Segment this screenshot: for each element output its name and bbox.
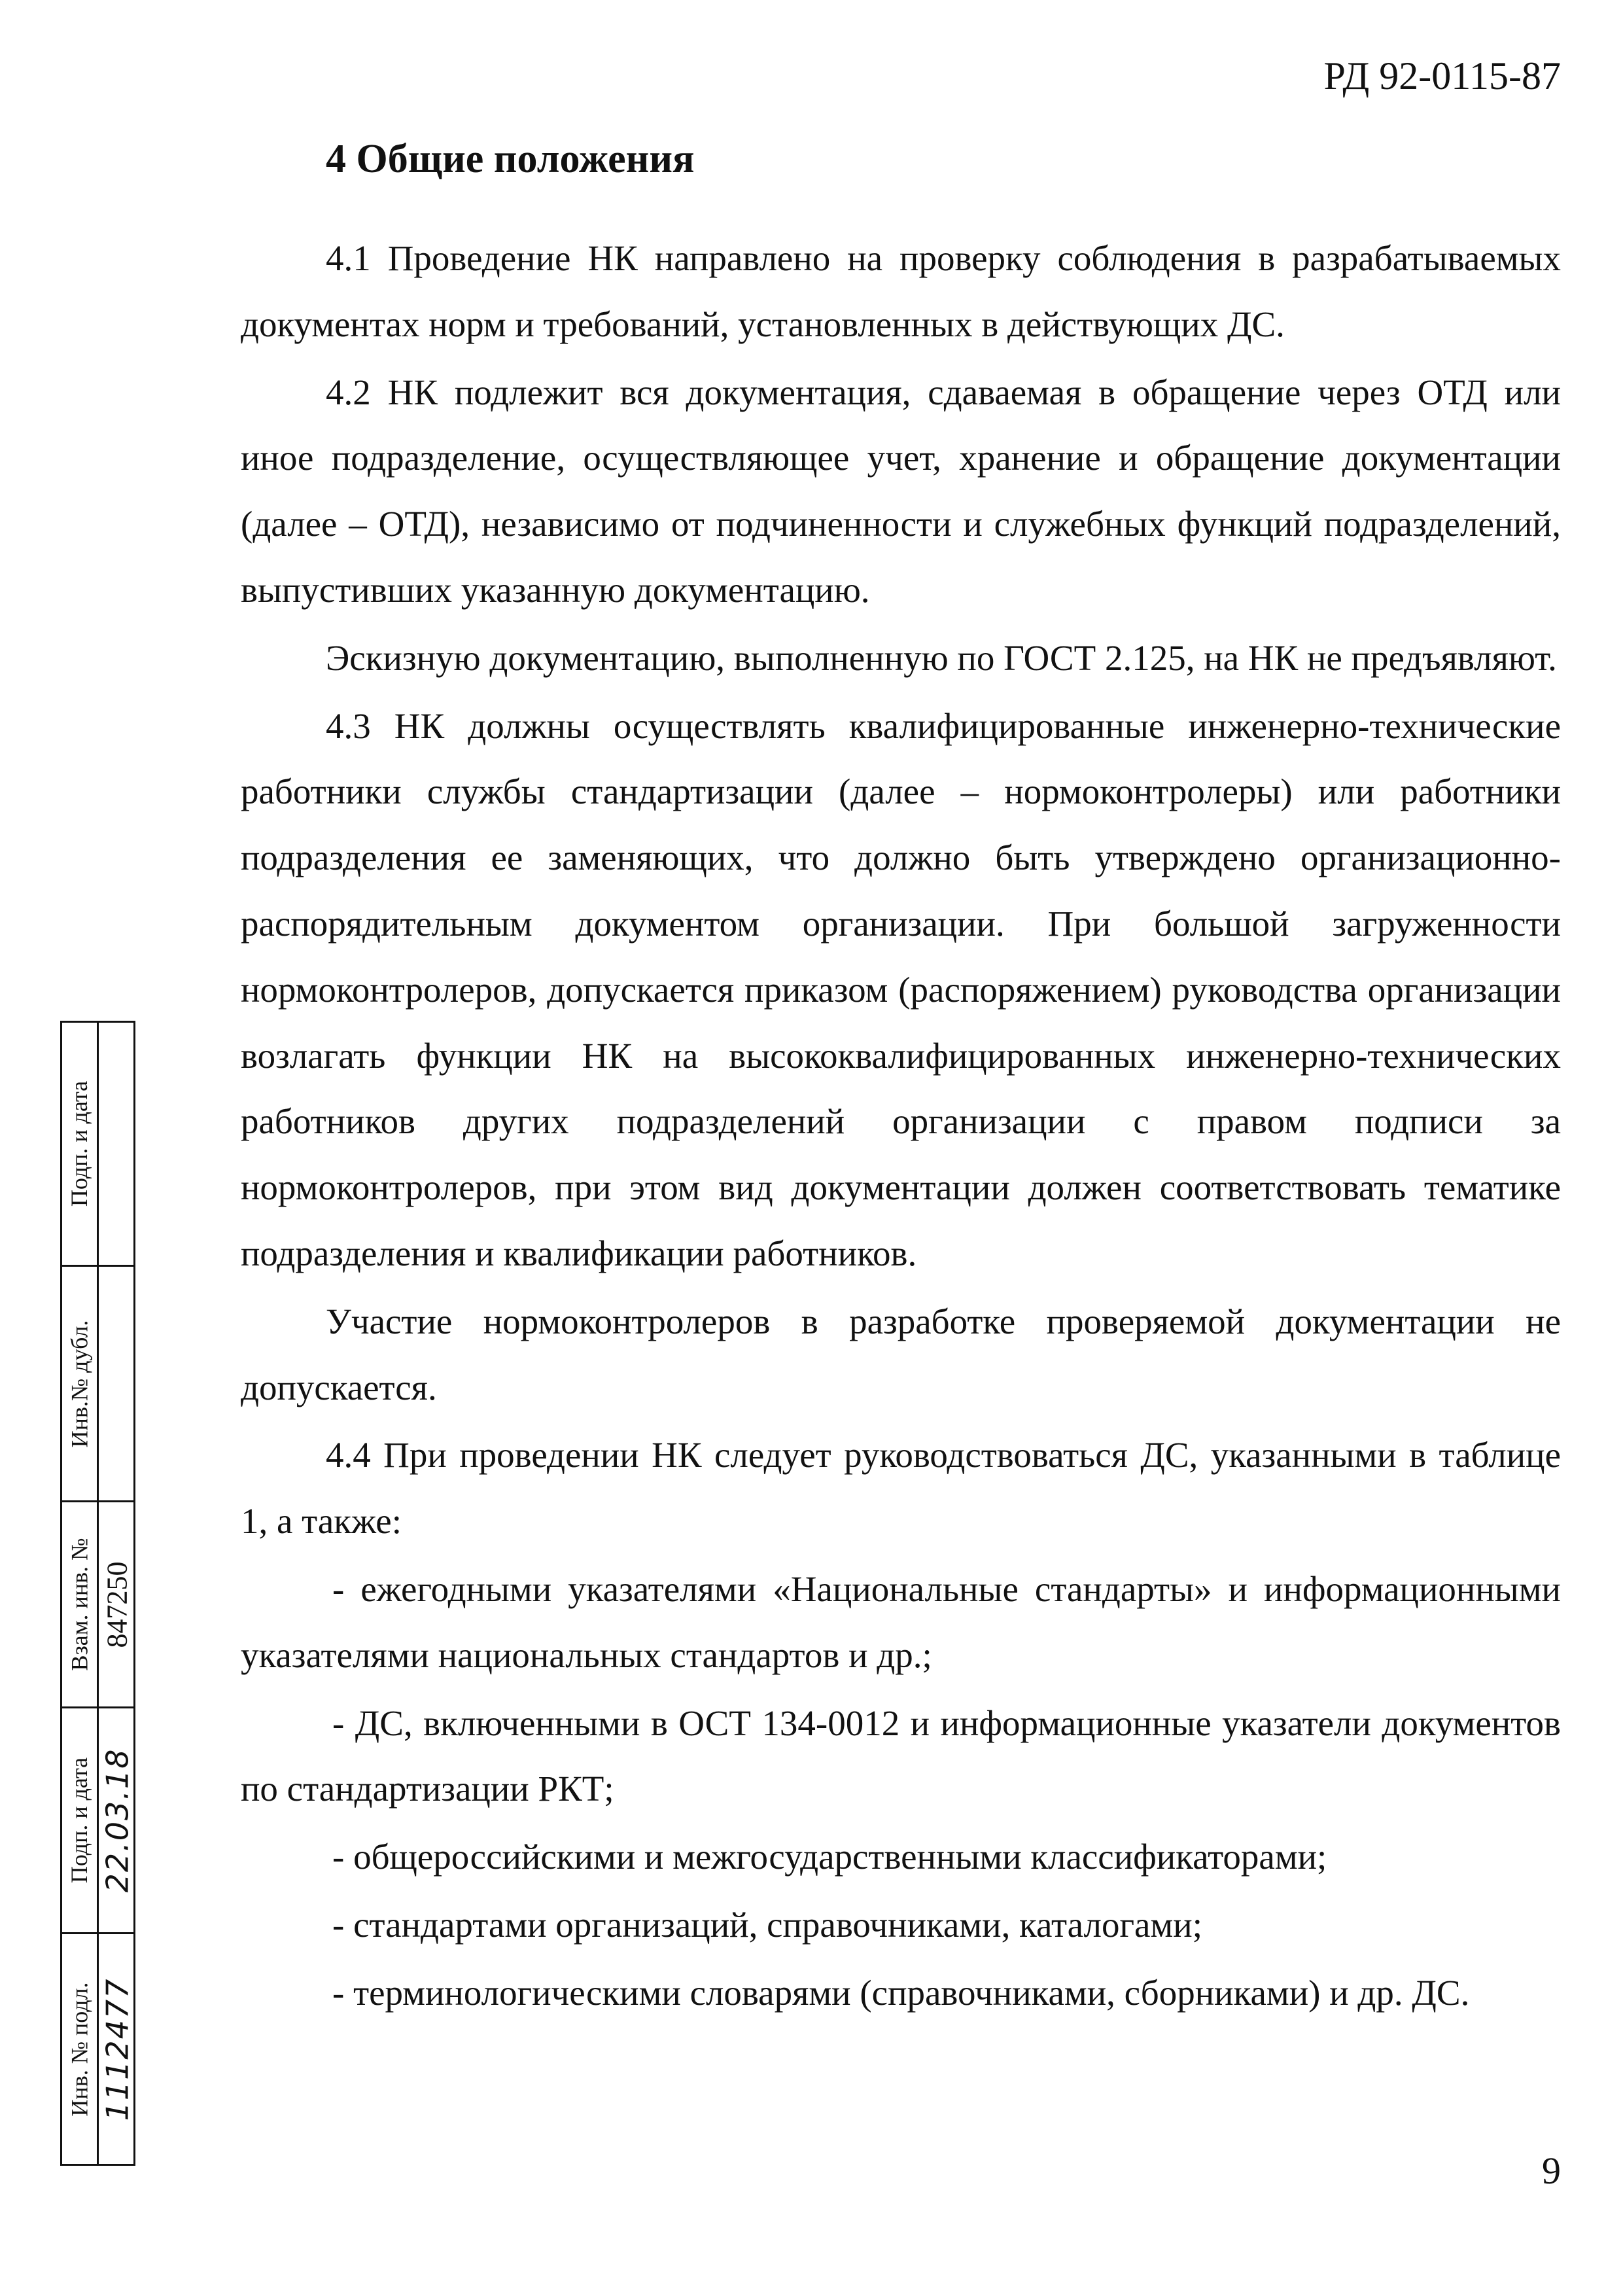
- paragraph-4-3: 4.3 НК должны осуществлять квалифицированные инженерно-технические работники службы стандартизации (далее – нормоконтролеры) или работники подразделения ее заменяющих, что должно быть утверждено организационно-распорядительным документом организации. При большой загруженности нормоконтролеров, допускается приказом (распоряжением) руководства организации возлагать функции НК на высококвалифицированных инженерно-технических работников других подразделений организации с правом подписи за нормоконтролеров, при этом вид документации должен соответствовать тематике подразделения и квалификации работников.: [241, 705, 1561, 1273]
- paragraph-sketch-docs: Эскизную документацию, выполненную по ГОСТ 2.125, на НК не предъявляют.: [326, 637, 1557, 678]
- page-number: 9: [1542, 2149, 1561, 2192]
- section-title: 4 Общие положения: [326, 137, 695, 181]
- list-item: - стандартами организаций, справочниками, каталогами;: [332, 1904, 1202, 1945]
- body-text: [241, 226, 1561, 2028]
- stamp-label-sign-date: Подп. и дата: [66, 1757, 93, 1884]
- document-code: РД 92-0115-87: [1323, 54, 1561, 97]
- margin-stamp-table: [60, 1021, 135, 2166]
- paragraph-4-2: 4.2 НК подлежит вся документация, сдаваемая в обращение через ОТД или иное подразделение, осуществляющее учет, хранение и обращение документации (далее – ОТД), независимо от подчиненности и служебных функций подразделений, выпустивших указанную документацию.: [241, 372, 1561, 610]
- stamp-value-replace-inv: 847250: [101, 1561, 133, 1648]
- stamp-label-sign-date-top: Подп. и дата: [66, 1080, 93, 1207]
- stamp-value-sign-date-top: [99, 1023, 135, 1265]
- list-item: - ежегодными указателями «Национальные стандарты» и информационными указателями национальных стандартов и др.;: [241, 1568, 1561, 1675]
- list-item: - терминологическими словарями (справочниками, сборниками) и др. ДС.: [332, 1972, 1470, 2013]
- stamp-value-original-inv-handwritten: 1112477: [99, 1977, 135, 2121]
- paragraph-4-1: 4.1 Проведение НК направлено на проверку соблюдения в разрабатываемых документах норм и требований, установленных в действующих ДС.: [241, 238, 1561, 344]
- paragraph-participation: Участие нормоконтролеров в разработке проверяемой документации не допускается.: [241, 1301, 1561, 1407]
- stamp-label-original-inv: Инв. № подл.: [66, 1981, 93, 2117]
- stamp-label-replace-inv: Взам. инв. №: [66, 1538, 93, 1671]
- list-item: - ДС, включенными в ОСТ 134-0012 и информационные указатели документов по стандартизации РКТ;: [241, 1703, 1561, 1809]
- stamp-label-dup-inv: Инв.№ дубл.: [66, 1320, 93, 1447]
- list-item: - общероссийскими и межгосударственными классификаторами;: [332, 1837, 1327, 1877]
- stamp-value-dup-inv: [99, 1267, 135, 1500]
- stamp-value-sign-date-handwritten: 22.03.18: [99, 1748, 135, 1893]
- paragraph-4-4: 4.4 При проведении НК следует руководствоваться ДС, указанными в таблице 1, а также:: [241, 1435, 1561, 1542]
